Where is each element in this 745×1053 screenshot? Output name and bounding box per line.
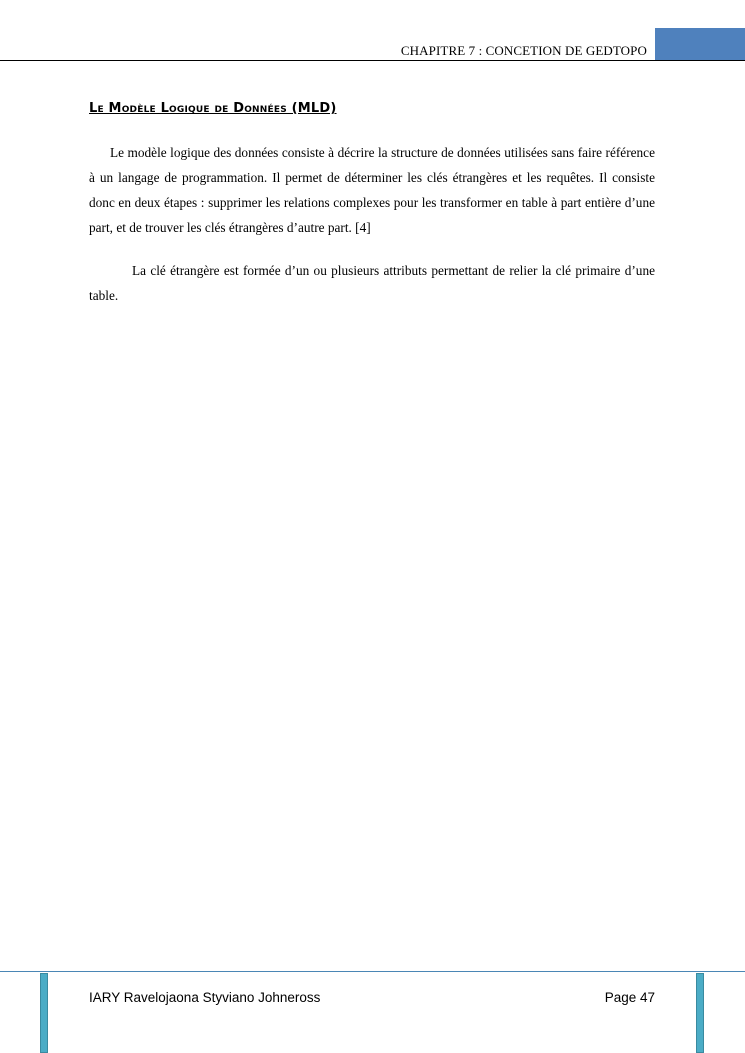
paragraph-foreign-key: La clé étrangère est formée d’un ou plusieurs attributs permettant de relier la clé primaire d’une table.: [89, 263, 655, 303]
chapter-title: CHAPITRE 7 : CONCETION DE GEDTOPO: [400, 43, 647, 58]
footer-right-bar: [696, 973, 704, 1053]
paragraph-mld-definition: Le modèle logique des données consiste à décrire la structure de données utilisées sans faire référence à un langage de programmation. Il permet de déterminer les clés étrangères et les requêtes. Il consiste donc en deux étapes : supprimer les relations complexes pour les transformer en table à part entière d’une part, et de trouver les clés étrangères d’autre part. [4]: [89, 145, 655, 235]
header-divider: [0, 60, 745, 61]
footer-author: IARY Ravelojaona Styviano Johneross: [89, 990, 321, 1005]
footer-divider: [0, 971, 745, 972]
section-heading: Le Modèle Logique de Données (MLD): [89, 101, 337, 116]
footer-left-bar: [40, 973, 48, 1053]
page-number: Page 47: [604, 990, 655, 1005]
header-accent-box: [655, 28, 745, 60]
